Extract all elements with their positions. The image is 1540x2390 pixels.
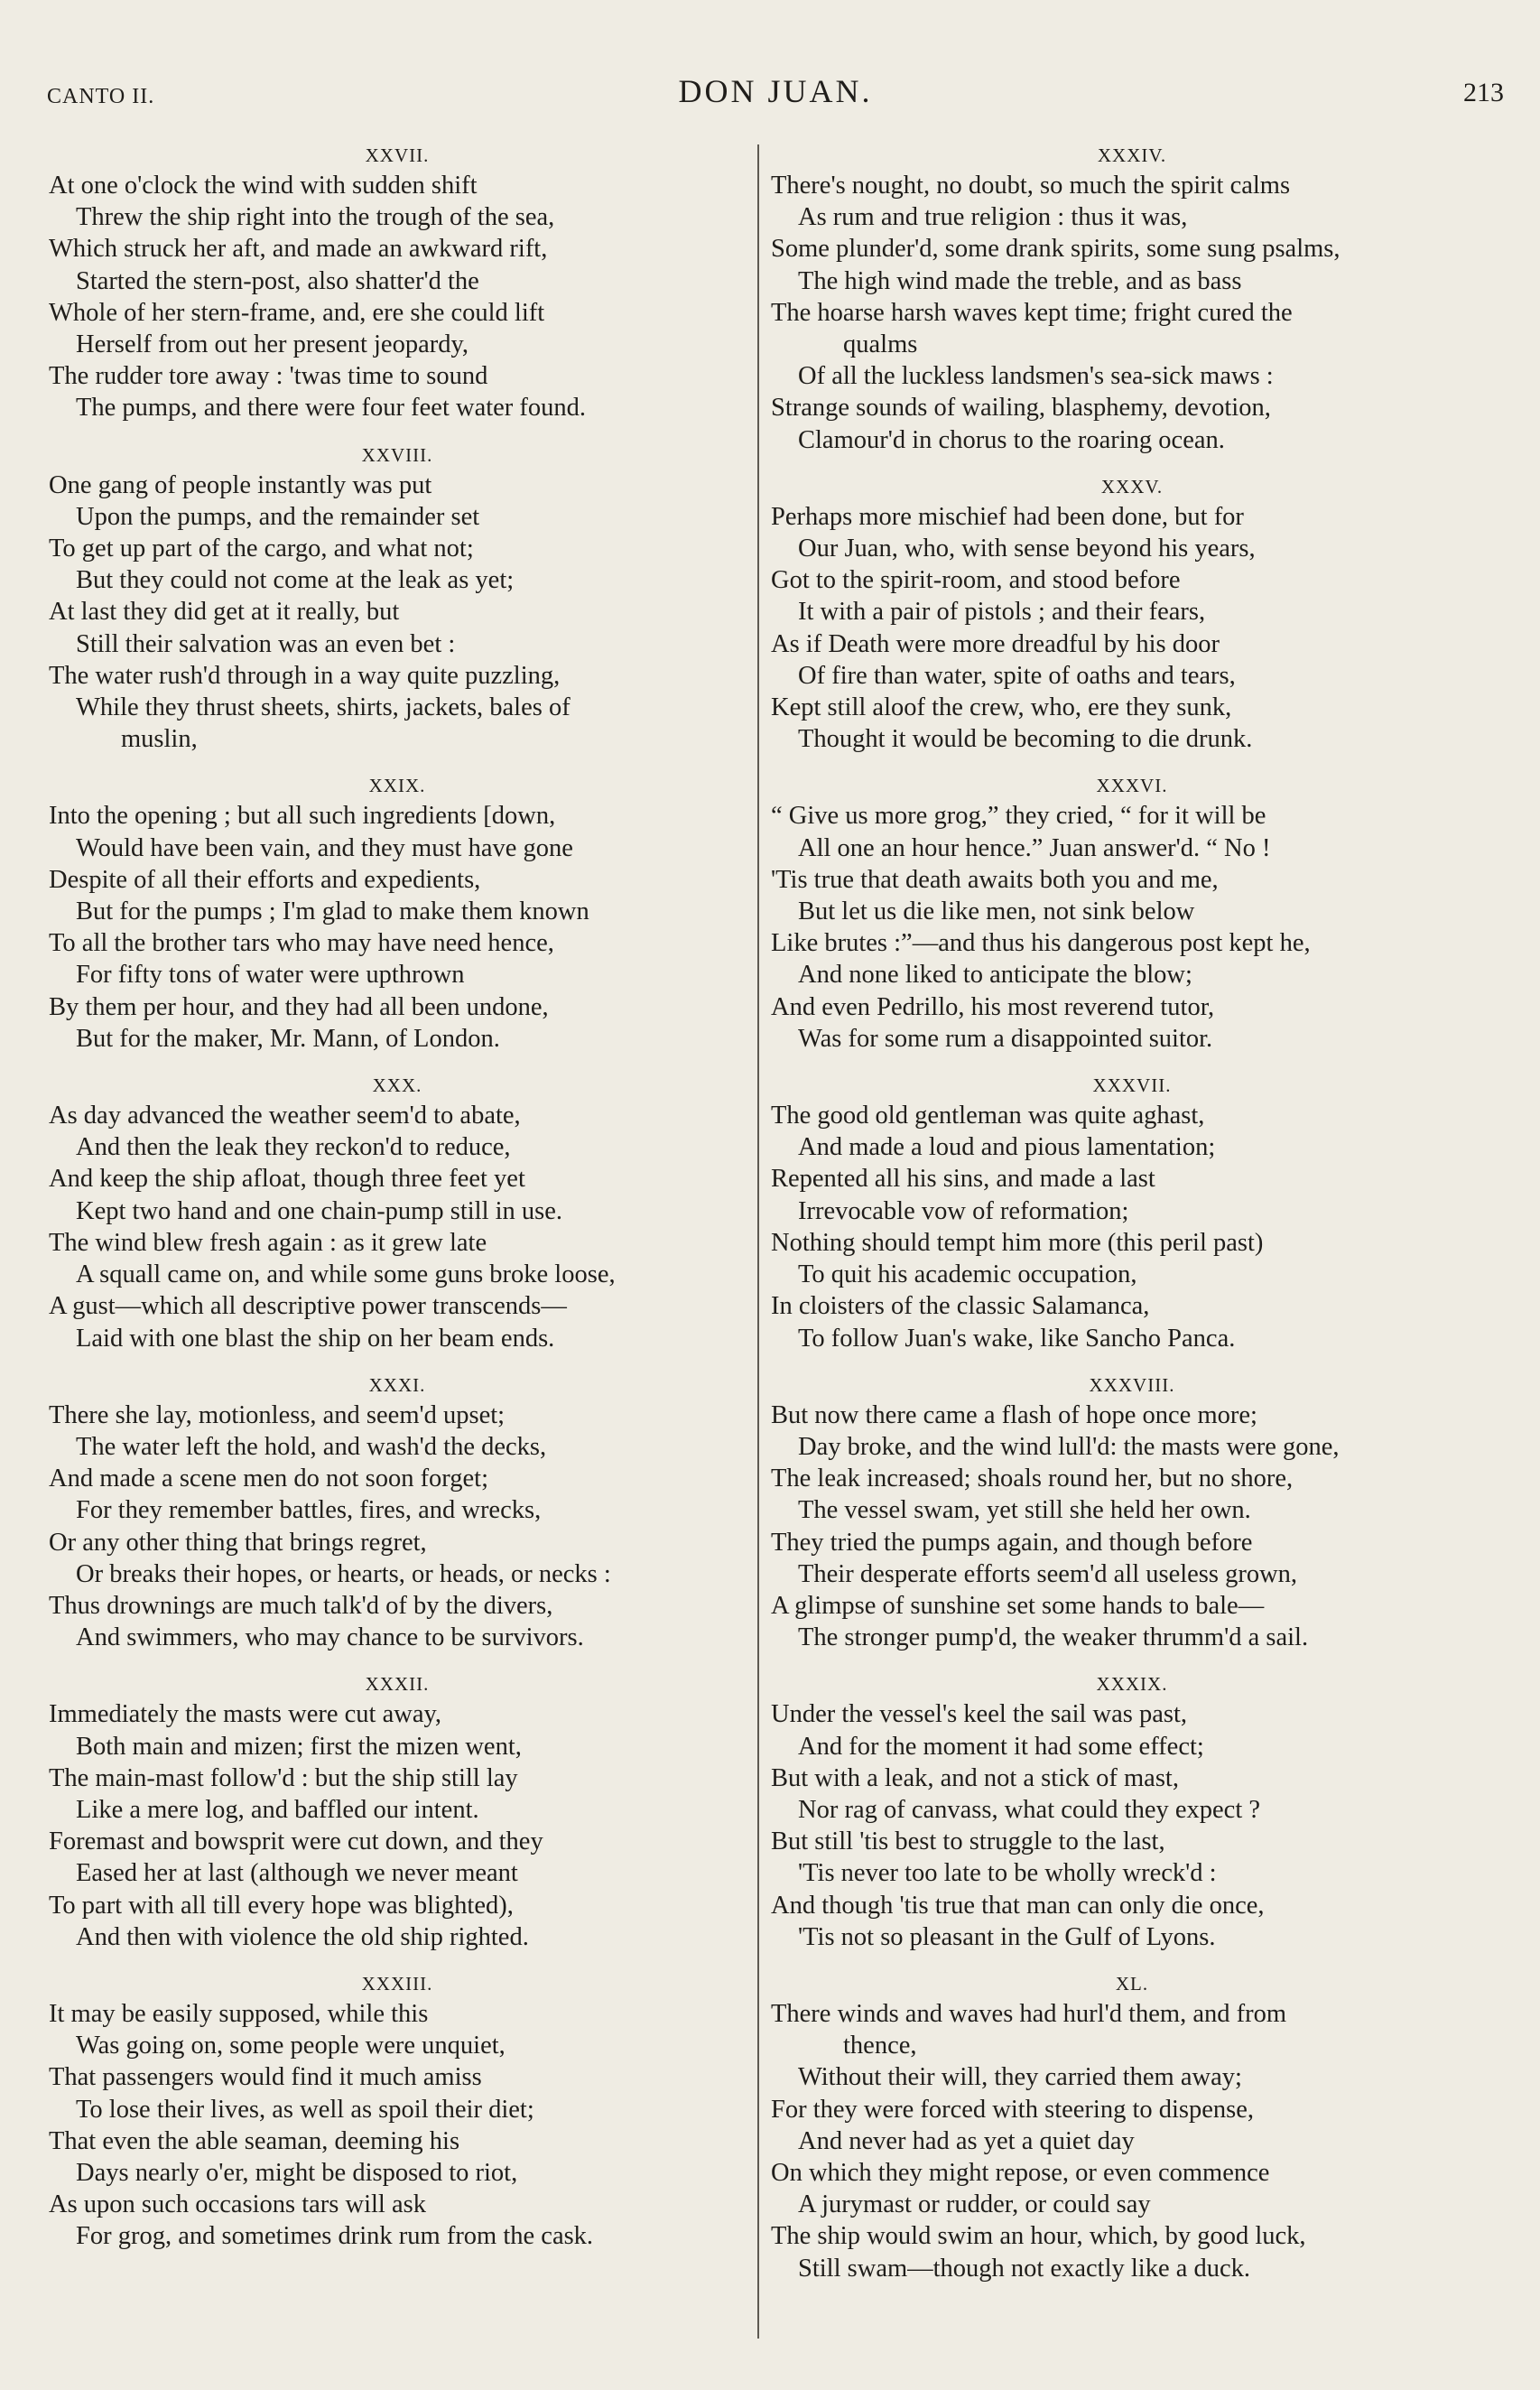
verse-line: The rudder tore away : 'twas time to sound	[49, 362, 488, 391]
verse-line: And made a loud and pious lamentation;	[798, 1133, 1216, 1162]
verse-line: It may be easily supposed, while this	[49, 1999, 429, 2028]
verse-line: And never had as yet a quiet day	[798, 2126, 1135, 2155]
verse-line: The water rush'd through in a way quite puzzling,	[49, 661, 561, 690]
verse-line: Would have been vain, and they must have gone	[76, 833, 573, 862]
verse-line: The wind blew fresh again : as it grew late	[49, 1228, 487, 1257]
verse-line: To lose their lives, as well as spoil their diet;	[76, 2095, 534, 2124]
stanza	[49, 1971, 746, 2253]
canto-label: CANTO II.	[47, 85, 155, 108]
verse-line: Days nearly o'er, might be disposed to riot,	[76, 2158, 518, 2187]
verse-line: Both main and mizen; first the mizen went,	[76, 1732, 522, 1761]
stanza	[49, 773, 746, 1055]
verse-line: But now there came a flash of hope once more;	[771, 1400, 1257, 1429]
verse-line: Into the opening ; but all such ingredients [down,	[49, 802, 556, 831]
stanza	[49, 143, 746, 424]
stanza-number: XXXIX.	[1096, 1673, 1168, 1696]
verse-line: Immediately the masts were cut away,	[49, 1700, 441, 1729]
verse-line: All one an hour hence.” Juan answer'd. “ No !	[798, 833, 1271, 862]
verse-line: Foremast and bowsprit were cut down, and they	[49, 1827, 543, 1856]
verse-line: The high wind made the treble, and as bass	[798, 266, 1242, 295]
verse-line: The vessel swam, yet still she held her own.	[798, 1496, 1251, 1525]
verse-line: And none liked to anticipate the blow;	[798, 961, 1192, 990]
verse-line: By them per hour, and they had all been undone,	[49, 992, 549, 1021]
verse-line: Eased her at last (although we never meant	[76, 1859, 518, 1888]
verse-line: Laid with one blast the ship on her beam ends.	[76, 1324, 555, 1353]
verse-line: The ship would swim an hour, which, by good luck,	[771, 2222, 1306, 2251]
verse-line: At last they did get at it really, but	[49, 598, 400, 627]
verse-line: Their desperate efforts seem'd all useless grown,	[798, 1559, 1298, 1588]
stanza	[771, 1372, 1493, 1654]
left-column	[49, 143, 746, 2271]
verse-line: Like a mere log, and baffled our intent.	[76, 1795, 479, 1824]
stanza	[49, 442, 746, 756]
verse-line: Of fire than water, spite of oaths and tears,	[798, 661, 1236, 690]
verse-line: One gang of people instantly was put	[49, 470, 432, 499]
verse-line: And for the moment it had some effect;	[798, 1732, 1204, 1761]
stanza	[771, 1671, 1493, 1953]
stanza-number: XL.	[1115, 1972, 1149, 1995]
verse-line: Our Juan, who, with sense beyond his years,	[798, 535, 1256, 563]
verse-line: And even Pedrillo, his most reverend tutor,	[771, 992, 1215, 1021]
running-header	[47, 69, 1504, 114]
verse-line: Clamour'd in chorus to the roaring ocean.	[798, 425, 1225, 454]
verse-line: To quit his academic occupation,	[798, 1260, 1137, 1289]
verse-line: “ Give us more grog,” they cried, “ for it will be	[771, 802, 1266, 831]
stanza	[771, 1971, 1493, 2284]
stanza	[49, 1073, 746, 1354]
stanza-number: XXXVI.	[1096, 775, 1168, 797]
verse-line: Still their salvation was an even bet :	[76, 629, 456, 658]
verse-line: To follow Juan's wake, like Sancho Panca.	[798, 1324, 1236, 1353]
verse-line: But with a leak, and not a stick of mast,	[771, 1763, 1179, 1792]
verse-line: The hoarse harsh waves kept time; fright cured the	[771, 298, 1293, 327]
verse-line: As rum and true religion : thus it was,	[798, 203, 1188, 232]
book-title: DON JUAN.	[678, 73, 873, 109]
stanza-number: XXXI.	[368, 1373, 426, 1396]
verse-line: While they thrust sheets, shirts, jackets, bales of	[76, 693, 571, 722]
verse-line: Like brutes :”—and thus his dangerous post kept he,	[771, 929, 1311, 958]
stanza-number: XXXV.	[1100, 475, 1164, 498]
verse-line: On which they might repose, or even commence	[771, 2158, 1270, 2187]
verse-line: Threw the ship right into the trough of the sea,	[76, 203, 555, 232]
verse-line: Was for some rum a disappointed suitor.	[798, 1024, 1213, 1053]
verse-line: As day advanced the weather seem'd to abate,	[49, 1102, 521, 1130]
stanza-number: XXXIV.	[1097, 144, 1167, 166]
verse-line: 'Tis never too late to be wholly wreck'd :	[798, 1859, 1217, 1888]
verse-line: 'Tis not so pleasant in the Gulf of Lyons.	[798, 1922, 1216, 1951]
verse-line: For they were forced with steering to dispense,	[771, 2095, 1255, 2124]
verse-line: There's nought, no doubt, so much the spirit calms	[771, 172, 1291, 200]
verse-line: The pumps, and there were four feet water found.	[76, 394, 587, 423]
stanza	[49, 1372, 746, 1654]
verse-line: Under the vessel's keel the sail was past,	[771, 1700, 1188, 1729]
verse-line: Kept two hand and one chain-pump still in use.	[76, 1196, 563, 1225]
verse-line: And then the leak they reckon'd to reduce,	[76, 1133, 511, 1162]
verse-line: Herself from out her present jeopardy,	[76, 330, 468, 359]
verse-line: But let us die like men, not sink below	[798, 897, 1195, 926]
verse-line: For they remember battles, fires, and wrecks,	[76, 1496, 542, 1525]
verse-line: A jurymast or rudder, or could say	[798, 2190, 1151, 2219]
verse-line: There she lay, motionless, and seem'd upset;	[49, 1400, 506, 1429]
stanza-number: XXVIII.	[361, 443, 433, 466]
verse-line: Some plunder'd, some drank spirits, some sung psalms,	[771, 235, 1341, 264]
verse-line: The good old gentleman was quite aghast,	[771, 1102, 1205, 1130]
verse-line: Nothing should tempt him more (this peril past)	[771, 1228, 1264, 1257]
verse-line: Repented all his sins, and made a last	[771, 1165, 1155, 1194]
verse-line: But they could not come at the leak as yet;	[76, 566, 515, 595]
stanza	[771, 1073, 1493, 1354]
verse-line: Or breaks their hopes, or hearts, or heads, or necks :	[76, 1559, 611, 1588]
stanza-number: XXXII.	[365, 1673, 430, 1696]
verse-line: For fifty tons of water were upthrown	[76, 961, 465, 990]
stanza-number: XXXVIII.	[1089, 1373, 1175, 1396]
stanza-number: XXVII.	[365, 144, 430, 166]
verse-line: Thought it would be becoming to die drunk.	[798, 725, 1253, 754]
verse-line: Or any other thing that brings regret,	[49, 1528, 427, 1557]
verse-line: Without their will, they carried them away;	[798, 2063, 1242, 2092]
verse-line: The main-mast follow'd : but the ship still lay	[49, 1763, 518, 1792]
verse-line: And then with violence the old ship righted.	[76, 1922, 529, 1951]
verse-line: And swimmers, who may chance to be survivors.	[76, 1623, 584, 1652]
verse-line: For grog, and sometimes drink rum from the cask.	[76, 2222, 594, 2251]
verse-line: And though 'tis true that man can only die once,	[771, 1891, 1265, 1920]
stanza	[771, 773, 1493, 1055]
verse-line: As if Death were more dreadful by his door	[771, 629, 1220, 658]
verse-line: Day broke, and the wind lull'd: the masts were gone,	[798, 1432, 1340, 1461]
verse-line: Perhaps more mischief had been done, but for	[771, 502, 1244, 531]
verse-line: In cloisters of the classic Salamanca,	[771, 1292, 1150, 1321]
stanza-number: XXIX.	[368, 775, 426, 797]
verse-line: But still 'tis best to struggle to the last,	[771, 1827, 1165, 1856]
verse-line: To get up part of the cargo, and what not;	[49, 535, 474, 563]
verse-line: Whole of her stern-frame, and, ere she could lift	[49, 298, 545, 327]
stanza	[771, 474, 1493, 756]
verse-line: Started the stern-post, also shatter'd the	[76, 266, 479, 295]
column-divider	[757, 144, 759, 2339]
stanza-number: XXX.	[372, 1074, 422, 1097]
verse-line: A squall came on, and while some guns broke loose,	[76, 1260, 616, 1289]
verse-line: And made a scene men do not soon forget;	[49, 1465, 489, 1493]
verse-line: And keep the ship afloat, though three feet yet	[49, 1165, 525, 1194]
verse-line: Kept still aloof the crew, who, ere they sunk,	[771, 693, 1232, 722]
verse-line: Despite of all their efforts and expedients,	[49, 865, 481, 894]
verse-line: As upon such occasions tars will ask	[49, 2190, 426, 2219]
verse-line: They tried the pumps again, and though before	[771, 1528, 1253, 1557]
verse-line: That passengers would find it much amiss	[49, 2063, 482, 2092]
verse-line: It with a pair of pistols ; and their fears,	[798, 598, 1206, 627]
verse-line: A glimpse of sunshine set some hands to bale—	[771, 1591, 1265, 1620]
verse-line: To all the brother tars who may have need hence,	[49, 929, 554, 958]
right-column	[771, 143, 1493, 2302]
stanza	[771, 143, 1493, 456]
verse-line: There winds and waves had hurl'd them, and from	[771, 1999, 1287, 2028]
verse-line: The water left the hold, and wash'd the decks,	[76, 1432, 547, 1461]
verse-line: Thus drownings are much talk'd of by the divers,	[49, 1591, 553, 1620]
verse-line: Was going on, some people were unquiet,	[76, 2032, 506, 2060]
stanza-number: XXXIII.	[361, 1972, 433, 1995]
verse-line: Upon the pumps, and the remainder set	[76, 502, 480, 531]
verse-line: The stronger pump'd, the weaker thrumm'd a sail.	[798, 1623, 1309, 1652]
verse-line: muslin,	[121, 725, 198, 754]
verse-line: Nor rag of canvass, what could they expect ?	[798, 1795, 1261, 1824]
verse-line: But for the maker, Mr. Mann, of London.	[76, 1024, 500, 1053]
page-number: 213	[1463, 78, 1504, 107]
verse-line: The leak increased; shoals round her, but no shore,	[771, 1465, 1294, 1493]
verse-line: To part with all till every hope was blighted),	[49, 1891, 514, 1920]
verse-line: Which struck her aft, and made an awkward rift,	[49, 235, 548, 264]
verse-line: qualms	[843, 330, 918, 359]
verse-line: Got to the spirit-room, and stood before	[771, 566, 1181, 595]
verse-line: A gust—which all descriptive power transcends—	[49, 1292, 567, 1321]
verse-line: Of all the luckless landsmen's sea-sick maws :	[798, 362, 1274, 391]
verse-line: At one o'clock the wind with sudden shift	[49, 172, 478, 200]
verse-line: Irrevocable vow of reformation;	[798, 1196, 1129, 1225]
verse-line: Strange sounds of wailing, blasphemy, devotion,	[771, 394, 1271, 423]
stanza-number: XXXVII.	[1092, 1074, 1172, 1097]
verse-line: But for the pumps ; I'm glad to make them known	[76, 897, 589, 926]
verse-line: Still swam—though not exactly like a duck.	[798, 2254, 1251, 2283]
verse-line: thence,	[843, 2032, 917, 2060]
verse-line: That even the able seaman, deeming his	[49, 2126, 460, 2155]
stanza	[49, 1671, 746, 1953]
verse-line: 'Tis true that death awaits both you and me,	[771, 865, 1219, 894]
